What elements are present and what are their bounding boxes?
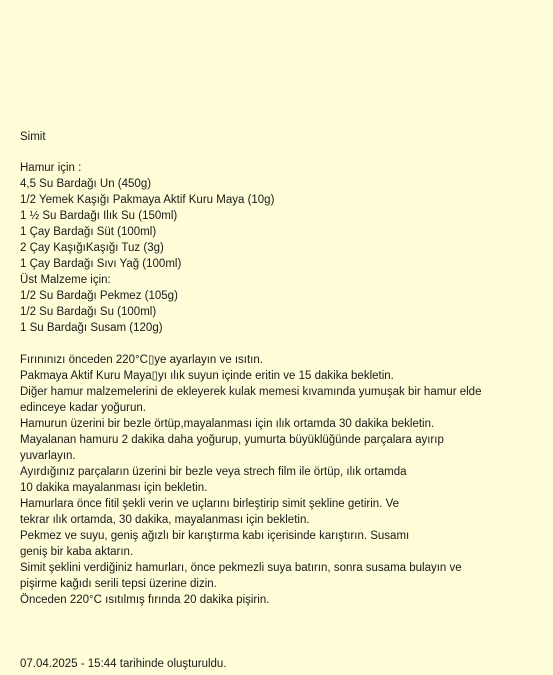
instruction-line: geniş bir kaba aktarın. bbox=[20, 546, 134, 558]
instruction-line: 10 dakika mayalanması için bekletin. bbox=[20, 482, 208, 494]
instruction-line: Önceden 220°C ısıtılmış fırında 20 dakika pişirin. bbox=[20, 594, 270, 606]
ingredient-line: 1/2 Su Bardağı Pekmez (105g) bbox=[20, 290, 178, 302]
instruction-line: Fırınınızı önceden 220°C▯ye ayarlayın ve ısıtın. bbox=[20, 354, 263, 366]
instruction-line: Pakmaya Aktif Kuru Maya▯yı ılık suyun içinde eritin ve 15 dakika bekletin. bbox=[20, 370, 394, 382]
recipe-document bbox=[20, 129, 545, 608]
ingredient-line: 1 Çay Bardağı Süt (100ml) bbox=[20, 226, 157, 238]
spacer bbox=[20, 145, 545, 160]
instruction-line: Hamurun üzerini bir bezle örtüp,mayalanması için ılık ortamda 30 dakika bekletin. bbox=[20, 418, 435, 430]
ingredient-line: 1/2 Yemek Kaşığı Pakmaya Aktif Kuru Maya (10g) bbox=[20, 194, 275, 206]
instructions-list bbox=[20, 352, 545, 608]
ingredient-line: 1 Çay Bardağı Sıvı Yağ (100ml) bbox=[20, 258, 182, 270]
ingredient-line: 1 Su Bardağı Susam (120g) bbox=[20, 322, 163, 334]
created-timestamp: 07.04.2025 - 15:44 tarihinde oluşturuldu. bbox=[20, 658, 227, 670]
instruction-line: tekrar ılık ortamda, 30 dakika, mayalanması için bekletin. bbox=[20, 514, 310, 526]
instruction-line: Hamurlara önce fitil şekli verin ve uçlarını birleştirip simit şekline getirin. Ve bbox=[20, 498, 400, 510]
spacer bbox=[20, 336, 545, 352]
instruction-line: Diğer hamur malzemelerini de ekleyerek kulak memesi kıvamında yumuşak bir hamur elde bbox=[20, 386, 482, 398]
instruction-line: edinceye kadar yoğurun. bbox=[20, 402, 146, 414]
instruction-line: Ayırdığınız parçaların üzerini bir bezle veya strech film ile örtüp, ılık ortamda bbox=[20, 466, 407, 478]
instruction-line: Mayalanan hamuru 2 dakika daha yoğurup, yumurta büyüklüğünde parçalara ayırıp bbox=[20, 434, 444, 446]
instruction-line: Pekmez ve suyu, geniş ağızlı bir karıştırma kabı içerisinde karıştırın. Susamı bbox=[20, 530, 410, 542]
instruction-line: yuvarlayın. bbox=[20, 450, 76, 462]
recipe-title: Simit bbox=[20, 131, 46, 143]
ingredient-line: 1/2 Su Bardağı Su (100ml) bbox=[20, 306, 157, 318]
ingredients-list bbox=[20, 160, 545, 336]
ingredient-line: 4,5 Su Bardağı Un (450g) bbox=[20, 178, 152, 190]
ingredient-heading-topping: Üst Malzeme için: bbox=[20, 274, 111, 286]
ingredient-line: 2 Çay KaşığıKaşığı Tuz (3g) bbox=[20, 242, 164, 254]
ingredient-heading-dough: Hamur için : bbox=[20, 162, 82, 174]
instruction-line: pişirme kağıdı serili tepsi üzerine dizin. bbox=[20, 578, 217, 590]
instruction-line: Simit şeklini verdiğiniz hamurları, önce pekmezli suya batırın, sonra susama bulayın ve bbox=[20, 562, 462, 574]
ingredient-line: 1 ½ Su Bardağı Ilık Su (150ml) bbox=[20, 210, 178, 222]
